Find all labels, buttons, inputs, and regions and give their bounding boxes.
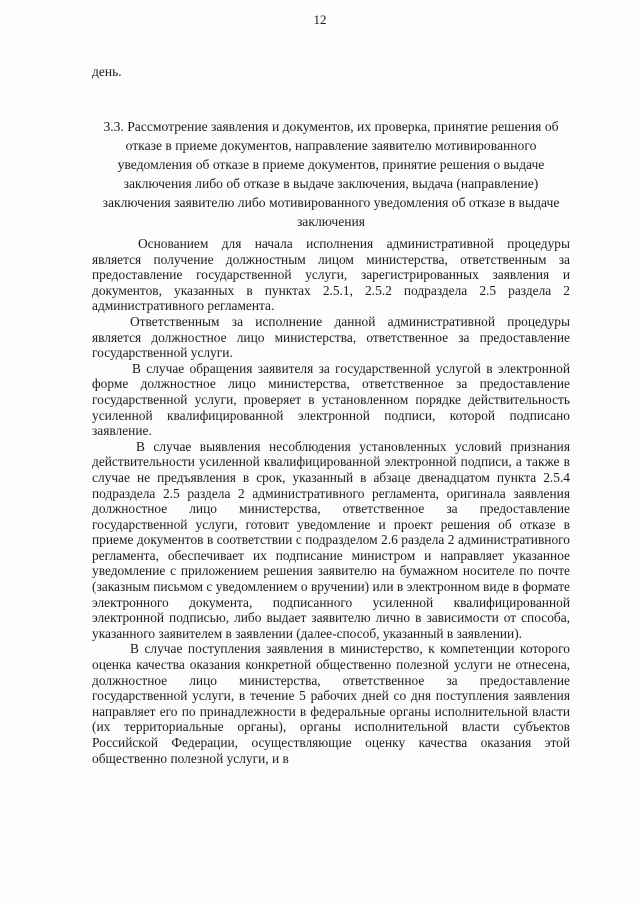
section-body <box>92 236 570 766</box>
page-number: 12 <box>313 12 327 27</box>
section-heading: 3.3. Рассмотрение заявления и документов, их проверка, принятие решения об отказе в приеме документов, направление заявителю мотивированного уведомления об отказе в приеме документов, принятие решения о выдаче заключения либо об отказе в выдаче заключения, выдача (направление) заключения заявителю либо мотивированного уведомления об отказе в выдаче заключения <box>102 119 560 229</box>
paragraph-electronic-form: В случае обращения заявителя за государственной услугой в электронной форме должностное лицо министерства, ответственное за предоставление государственной услуги, проверяет в установленном порядке действительность усиленной квалифицированной электронной подписи, которой подписано заявление. <box>92 360 570 439</box>
paragraph-wrong-ministry: В случае поступления заявления в министерство, к компетенции которого оценка качества оказания конкретной общественно полезной услуги не отнесена, должностное лицо министерства, ответственное за предоставление государственной услуги, в течение 5 рабочих дней со дня поступления заявления направляет его по принадлежности в федеральные органы исполнительной власти (их территориальные органы), органы исполнительной власти субъектов Российской Федерации, осуществляющие оценку качества оказания этой общественно полезной услуги, и в <box>92 641 570 766</box>
paragraph-basis: Основанием для начала исполнения административной процедуры является получение должностным лицом министерства, ответственным за предоставление государственной услуги, зарегистрированных заявления и документов, указанных в пунктах 2.5.1, 2.5.2 подраздела 2.5 раздела 2 административного регламента. <box>92 236 570 314</box>
previous-section-tail: день. <box>92 64 122 79</box>
paragraph-signature-invalid: В случае выявления несоблюдения установленных условий признания действительности усиленной квалифицированной электронной подписи, а также в случае не предъявления в срок, указанный в абзаце двенадцатом пункта 2.5.4 подраздела 2.5 раздела 2 административного регламента, оригинала заявления должностное лицо министерства, ответственное за предоставление государственной услуги, готовит уведомление и проект решения об отказе в приеме документов в соответствии с подразделом 2.6 раздела 2 административного регламента, обеспечивает их подписание министром и направляет указанное уведомление с приложением решения заявителю на бумажном носителе по почте (заказным письмом с уведомлением о вручении) или в электронном виде в формате электронного документа, подписанного усиленной квалифицированной электронной подписью, либо выдает заявителю лично в зависимости от способа, указанного заявителем в заявлении (далее-способ, указанный в заявлении). <box>92 438 570 641</box>
paragraph-responsible: Ответственным за исполнение данной административной процедуры является должностное лицо министерства, ответственное за предоставление государственной услуги. <box>92 313 570 361</box>
